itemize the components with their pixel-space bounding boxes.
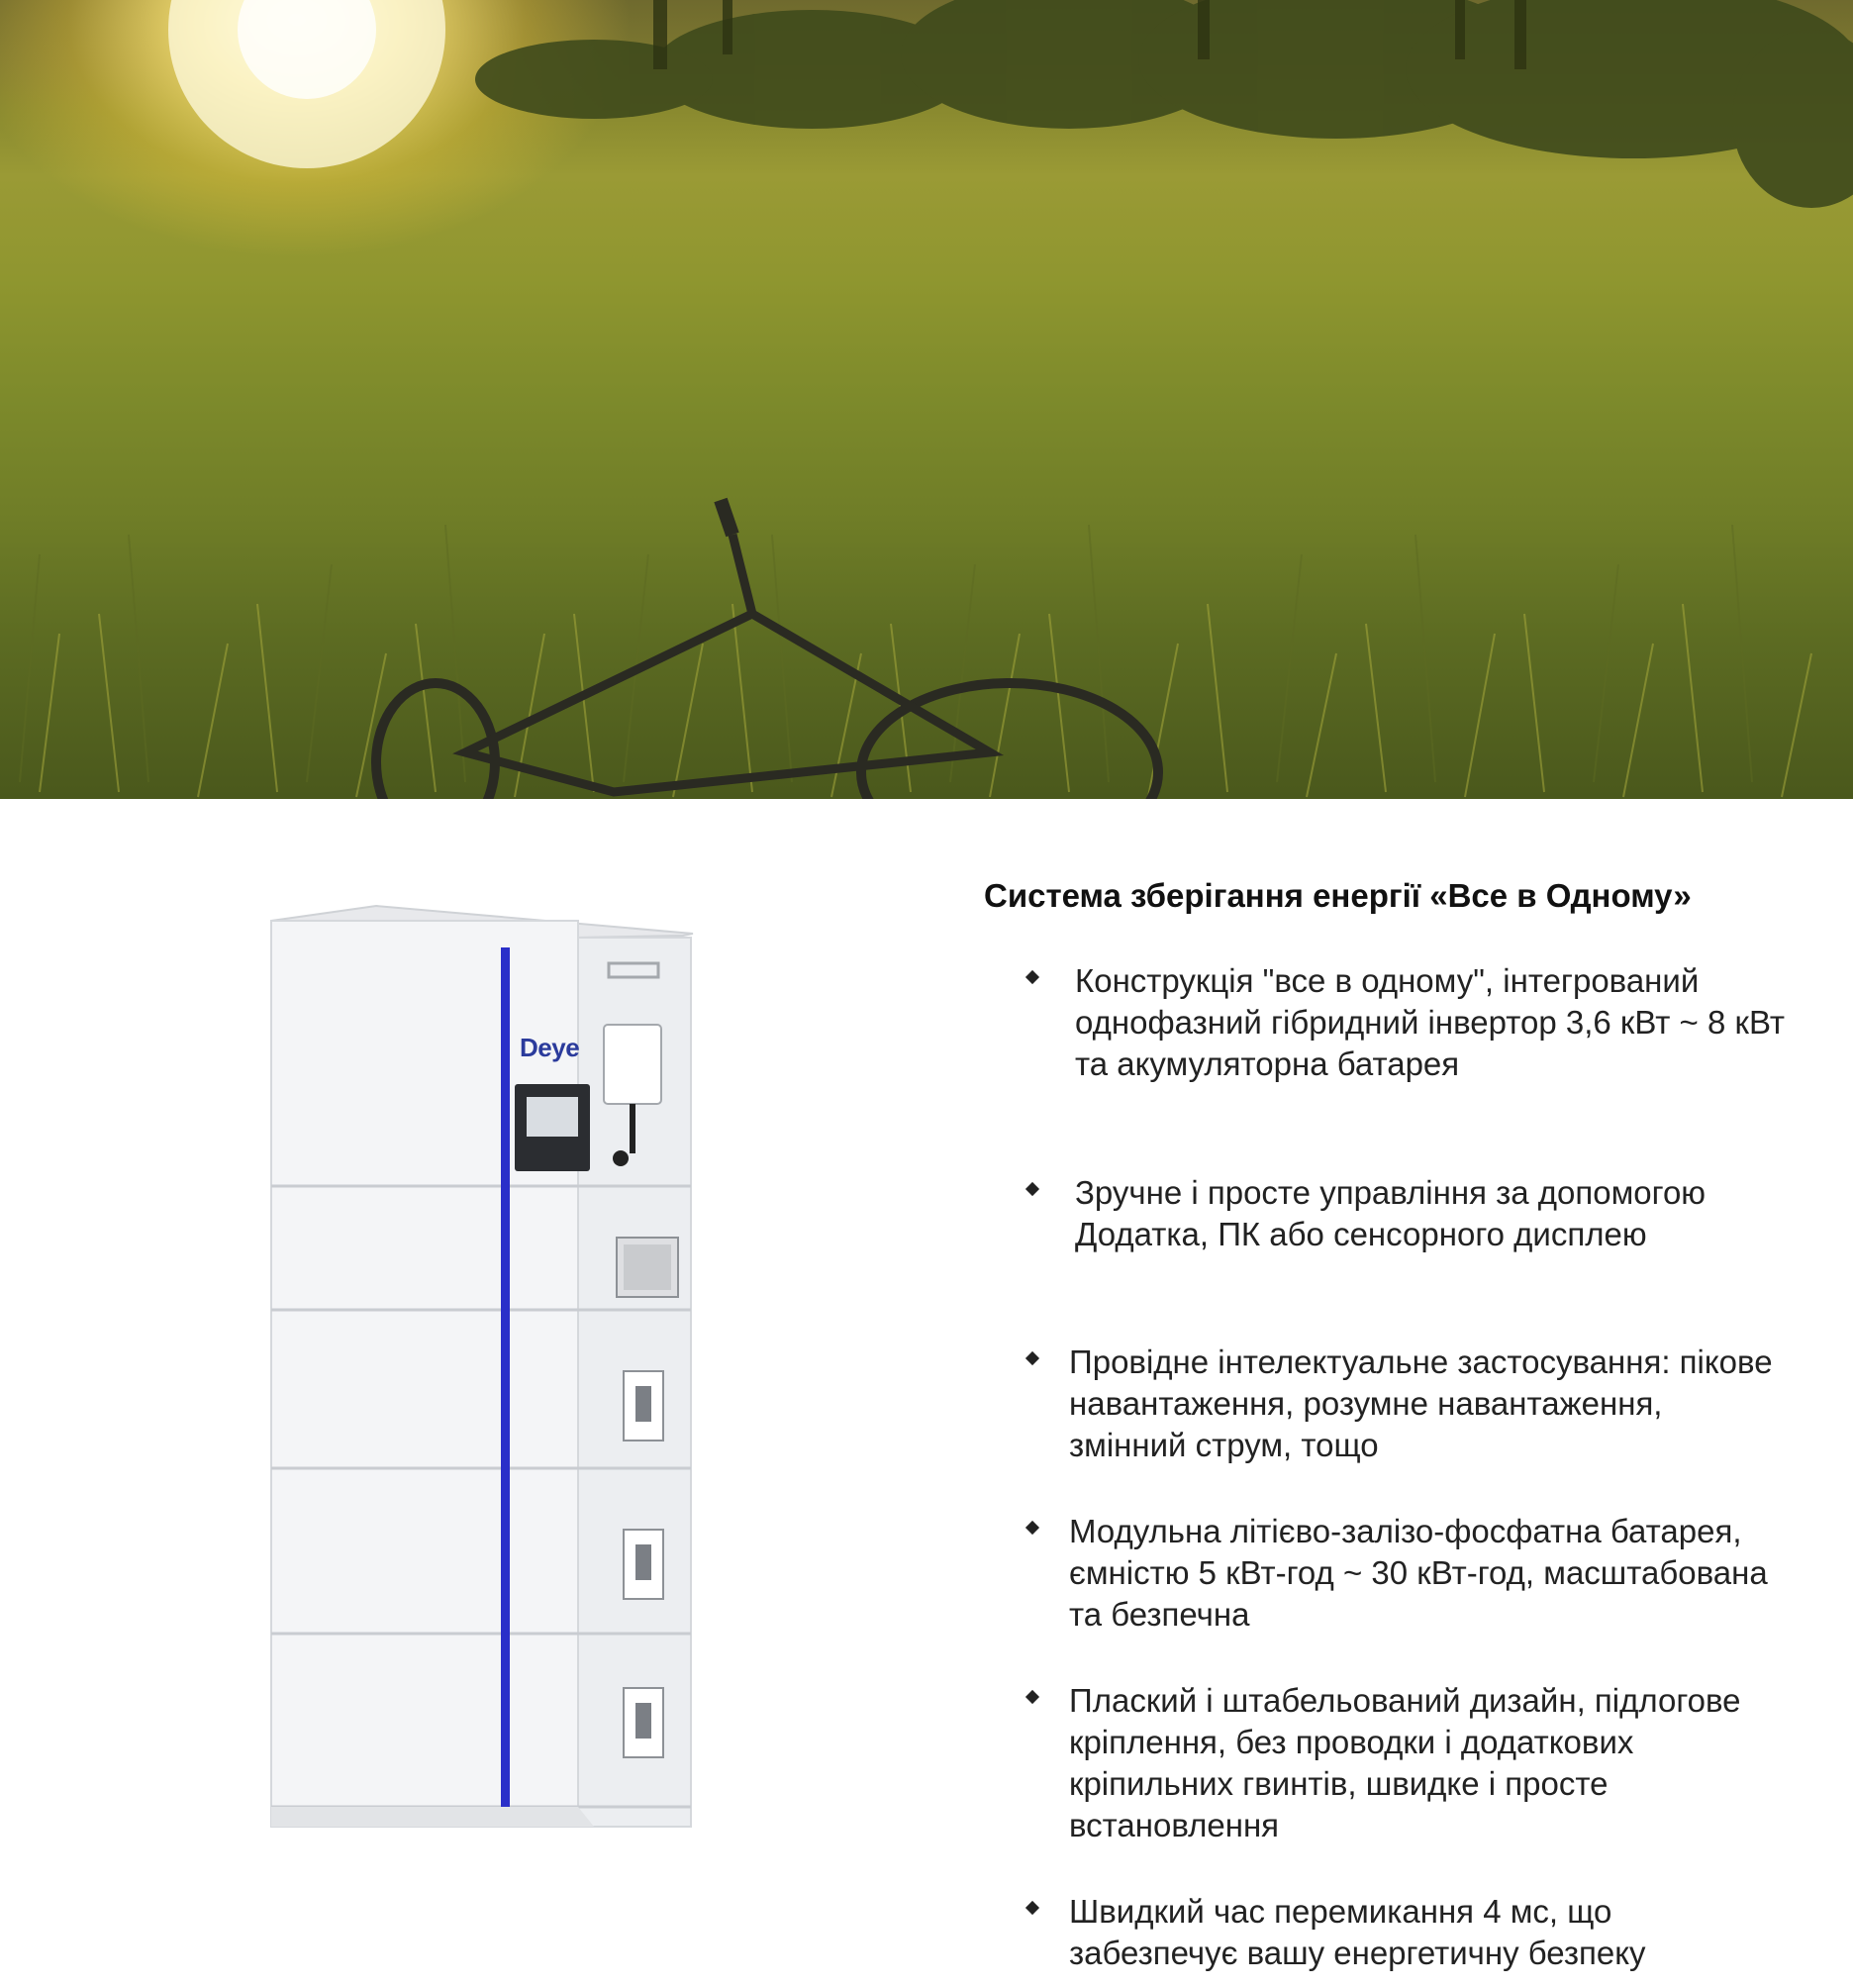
feature-text: Модульна літієво-залізо-фосфатна батарея, ємністю 5 кВт-год ~ 30 кВт-год, масштабована та безпечна: [1069, 1513, 1768, 1633]
feature-text: Конструкція "все в одному", інтегрований однофазний гібридний інвертор 3,6 кВт ~ 8 кВт та акумуляторна батарея: [1075, 962, 1785, 1082]
bicycle: [376, 500, 1158, 799]
diamond-bullet-icon: [1025, 970, 1039, 984]
product-image: [267, 896, 703, 1846]
diamond-bullet-icon: [1025, 1351, 1039, 1365]
section-title: Система зберігання енергії «Все в Одному»: [984, 877, 1692, 914]
field-illustration: [0, 0, 1853, 799]
deye-logo: Deye: [520, 1033, 580, 1062]
diamond-bullet-icon: [1025, 1901, 1039, 1915]
feature-text: Провідне інтелектуальне застосування: пікове навантаження, розумне навантаження, змінний струм, тощо: [1069, 1343, 1773, 1463]
hero-photo: [0, 0, 1853, 799]
diamond-bullet-icon: [1025, 1690, 1039, 1704]
tree-line: [475, 0, 1853, 208]
diamond-bullet-icon: [1025, 1182, 1039, 1196]
feature-text: Швидкий час перемикання 4 мс, що забезпечує вашу енергетичну безпеку: [1069, 1893, 1646, 1971]
energy-storage-cabinet: [267, 896, 703, 1846]
feature-text: Зручне і просте управління за допомогою Додатка, ПК або сенсорного дисплею: [1075, 1174, 1707, 1252]
diamond-bullet-icon: [1025, 1521, 1039, 1535]
blue-stripe: [501, 947, 510, 1822]
feature-text: Плаский і штабельований дизайн, підлогове кріплення, без проводки і додаткових кріпильних гвинтів, швидке і просте встановлення: [1069, 1682, 1741, 1843]
